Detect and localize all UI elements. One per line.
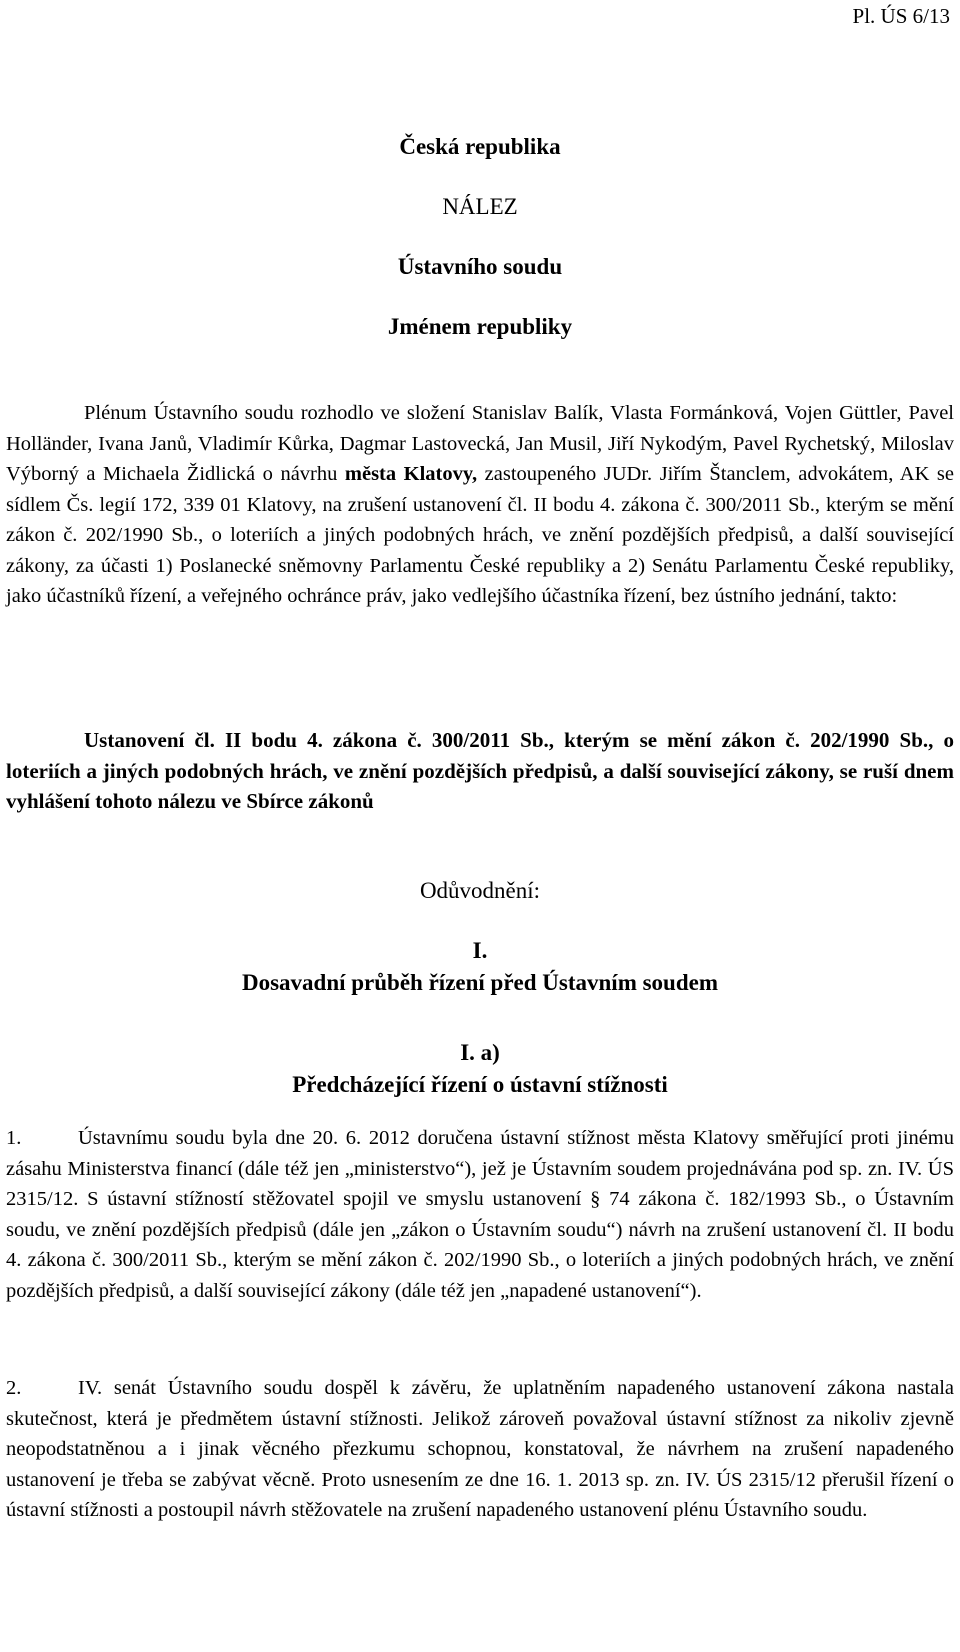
intro-text-2: zastoupeného JUDr. Jiřím Štanclem, advokátem, AK se sídlem Čs. legií 172, 339 01 Klatovy, na zrušení ustanovení čl. II bodu 4. zákona č. 300/2011 Sb., kterým se mění zákon č. 202/1990 Sb., o loteriích a jiných podobných hrách, ve znění pozdějších předpisů, a další související zákony, za účasti 1) Poslanecké sněmovny Parlamentu České republiky a 2) Senátu Parlamentu České republiky, jako účastníků řízení, a veřejného ochránce práv, jako vedlejšího účastníka řízení, bez ústního jednání, takto:: [6, 463, 954, 607]
intro-text-1: Plénum Ústavního soudu rozhodlo ve složení Stanislav Balík, Vlasta Formánková, Vojen Güttler, Pavel Holländer, Ivana Janů, Vladimír Kůrka, Dagmar Lastovecká, Jan Musil, Jiří Nykodým, Pavel Rychetský, Miloslav Výborný a Michaela Židlická o návrhu: [6, 402, 954, 485]
petitioner-name: města Klatovy,: [344, 463, 478, 485]
section-1a-title: Předcházející řízení o ústavní stížnosti: [292, 1072, 668, 1097]
verdict-text: Ustanovení čl. II bodu 4. zákona č. 300/2011 Sb., kterým se mění zákon č. 202/1990 Sb., o loteriích a jiných podobných hrách, ve znění pozdějších předpisů, a další související zákony, se ruší dnem vyhlášení tohoto nálezu ve Sbírce zákonů: [6, 728, 954, 813]
paragraph-2-text: IV. senát Ústavního soudu dospěl k závěru, že uplatněním napadeného ustanovení zákona nastala skutečnost, která je předmětem ústavní stížnosti. Jelikož zároveň považoval ústavní stížnost za nikoliv zjevně neopodstatněnou a i jinak věcného přezkumu schopnou, konstatoval, že návrhem na zrušení napadeného ustanovení je třeba se zabývat věcně. Proto usnesením ze dne 16. 1. 2013 sp. zn. IV. ÚS 2315/12 přerušil řízení o ústavní stížnosti a postoupil návrh stěžovatele na zrušení napadeného ustanovení plénu Ústavního soudu.: [6, 1377, 954, 1521]
section-1a-number: I. a): [460, 1040, 500, 1065]
court-heading: Ústavního soudu: [397, 254, 563, 279]
document-title: NÁLEZ: [442, 194, 518, 219]
paragraph-1-text: Ústavnímu soudu byla dne 20. 6. 2012 doručena ústavní stížnost města Klatovy směřující proti jinému zásahu Ministerstva financí (dále též jen „ministerstvo“), jež je Ústavním soudem projednávána pod sp. zn. IV. ÚS 2315/12. S ústavní stížností stěžovatel spojil ve smyslu ustanovení § 74 zákona č. 182/1993 Sb., o Ústavním soudu, ve znění pozdějších předpisů (dále jen „zákon o Ústavním soudu“) návrh na zrušení ustanovení čl. II bodu 4. zákona č. 300/2011 Sb., kterým se mění zákon č. 202/1990 Sb., o loteriích a jiných podobných hrách, ve znění pozdějších předpisů, a další související zákony (dále též jen „napadené ustanovení“).: [6, 1127, 954, 1302]
verdict-paragraph: [6, 725, 954, 817]
paragraph-2-number: 2.: [6, 1377, 22, 1399]
state-heading: Česká republika: [399, 134, 561, 159]
page-reference: Pl. ÚS 6/13: [852, 4, 950, 28]
section-1-title: Dosavadní průběh řízení před Ústavním soudem: [241, 970, 719, 995]
reasoning-heading: Odůvodnění:: [419, 878, 541, 903]
in-name-heading: Jménem republiky: [387, 314, 573, 339]
paragraph-1: [6, 1123, 954, 1306]
intro-paragraph: [6, 398, 954, 612]
paragraph-1-number: 1.: [6, 1127, 22, 1149]
paragraph-2: [6, 1373, 954, 1526]
section-1-number: I.: [472, 938, 488, 963]
